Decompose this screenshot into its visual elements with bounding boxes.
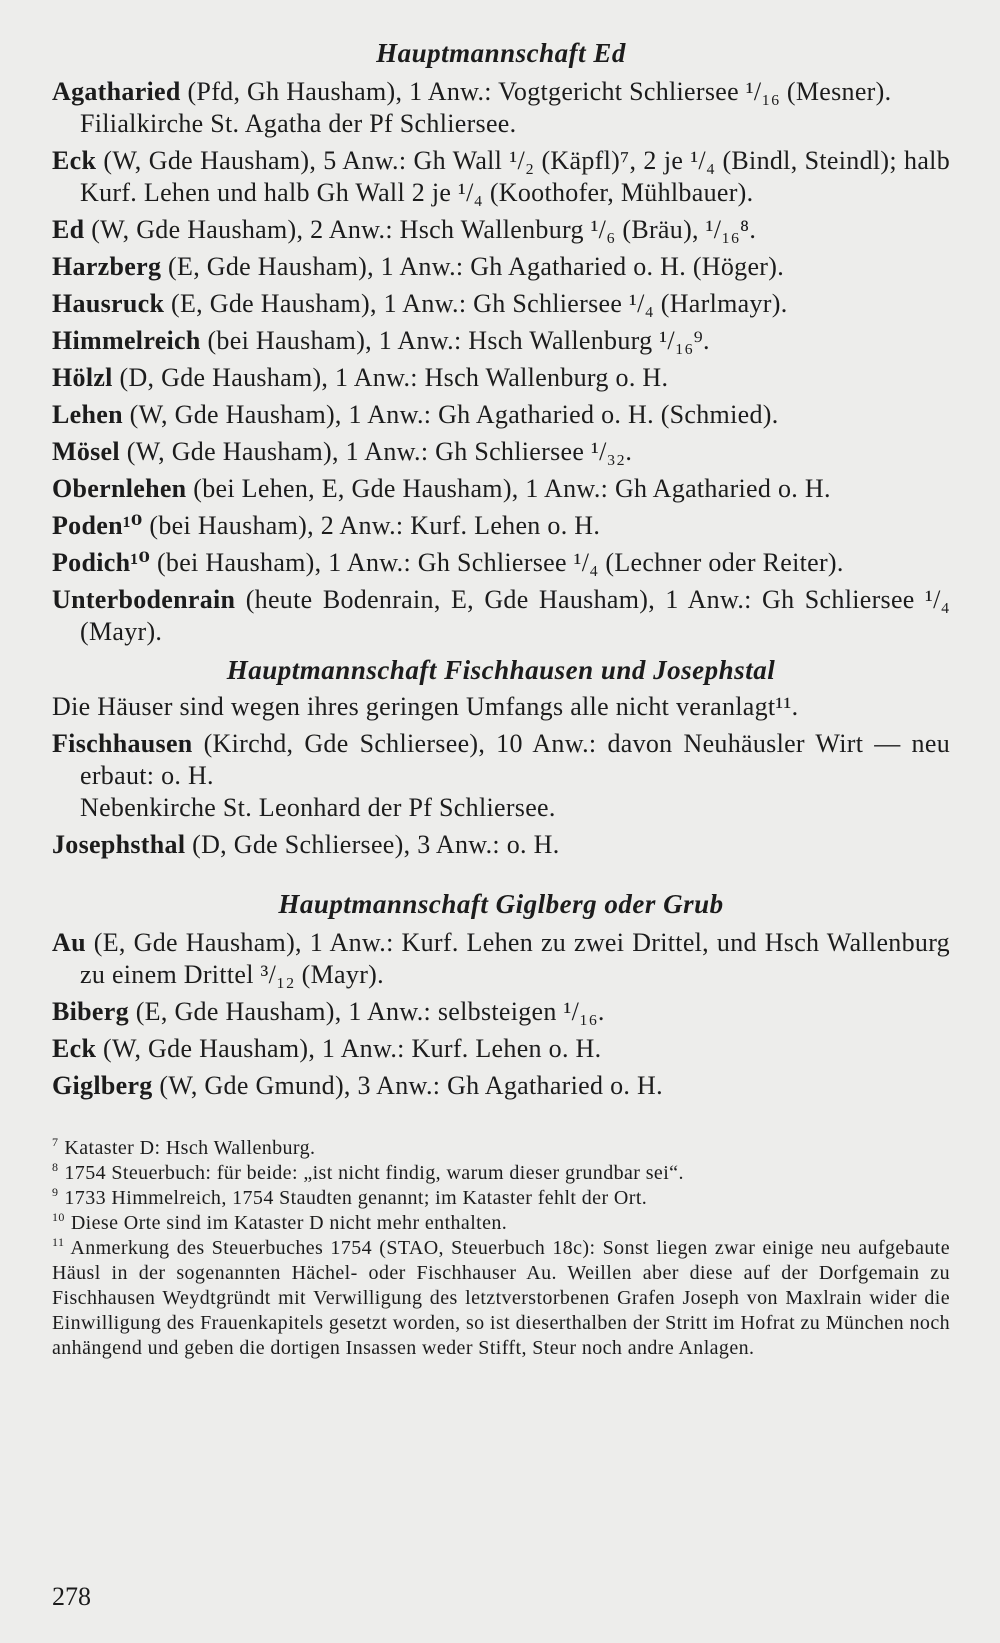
- entry-text: (E, Gde Hausham), 1 Anw.: Gh Schliersee ¹/₄ (Harlmayr).: [164, 289, 788, 318]
- entry-name: Lehen: [52, 400, 123, 429]
- entry-name: Unterbodenrain: [52, 585, 236, 614]
- entry-text: (W, Gde Hausham), 1 Anw.: Kurf. Lehen o. H.: [96, 1034, 602, 1063]
- entry-note: Filialkirche St. Agatha der Pf Schliersee.: [80, 109, 517, 138]
- entry-agatharied: [52, 76, 950, 140]
- entry-text: (heute Bodenrain, E, Gde Hausham), 1 Anw.: Gh Schliersee ¹/₄ (Mayr).: [80, 585, 950, 646]
- entry-text: (W, Gde Hausham), 1 Anw.: Gh Schliersee ¹/₃₂.: [119, 437, 633, 466]
- entry-name: Himmelreich: [52, 326, 201, 355]
- entry-poden: [52, 510, 950, 542]
- entry-name: Biberg: [52, 997, 129, 1026]
- entry-name: Harzberg: [52, 252, 162, 281]
- footnote-mark: 7: [52, 1135, 59, 1150]
- section-heading-ed: Hauptmannschaft Ed: [376, 38, 626, 68]
- entry-name: Hausruck: [52, 289, 165, 318]
- entry-obernlehen: [52, 473, 950, 505]
- entry-eck-giglberg: [52, 1033, 950, 1065]
- entries-fischhausen: [52, 691, 950, 861]
- footnote-9: [52, 1186, 950, 1211]
- entry-giglberg: [52, 1070, 950, 1102]
- section-heading-giglberg: Hauptmannschaft Giglberg oder Grub: [278, 889, 724, 919]
- entry-name: Eck: [52, 1034, 97, 1063]
- entry-text: (D, Gde Hausham), 1 Anw.: Hsch Wallenburg o. H.: [112, 363, 669, 392]
- entry-name: Au: [52, 928, 86, 957]
- entry-text: (W, Gde Hausham), 1 Anw.: Gh Agatharied o. H. (Schmied).: [122, 400, 779, 429]
- footnote-text: Kataster D: Hsch Wallenburg.: [64, 1137, 316, 1159]
- footnote-text: Anmerkung des Steuerbuches 1754 (STAO, Steuerbuch 18c): Sonst liegen zwar einige neu aufgebaute Häusl in der sogenannten Hächel- oder Fischhauser Au. Weillen aber diese auf der Dorfgemain zu Fischhausen Weydtgründt mit Verwilligung des letztverstorbenen Grafen Joseph von Maxlrain wider die Einwilligung des Frauenkapitels gesetzt worden, so ist dieserthalben der Stritt im Hofrat zu München noch anhängend und geben die dortigen Insassen weder Stifft, Steur noch andre Anlagen.: [52, 1237, 950, 1359]
- footnote-mark: 9: [52, 1185, 59, 1200]
- entry-name: Fischhausen: [52, 729, 193, 758]
- section-heading-fischhausen: Hauptmannschaft Fischhausen und Josephstal: [226, 655, 776, 685]
- entry-name: Giglberg: [52, 1071, 153, 1100]
- entry-name: Eck: [52, 146, 97, 175]
- entry-name: Josephsthal: [52, 830, 186, 859]
- entry-name: Podich¹⁰: [52, 548, 151, 577]
- entry-name: Poden¹⁰: [52, 511, 143, 540]
- entry-fischhausen: [52, 728, 950, 824]
- entry-text: (E, Gde Hausham), 1 Anw.: Kurf. Lehen zu zwei Drittel, und Hsch Wallenburg zu einem Drittel ³/₁₂ (Mayr).: [80, 928, 950, 989]
- page-number: 278: [52, 1582, 91, 1611]
- entry-text: (Pfd, Gh Hausham), 1 Anw.: Vogtgericht Schliersee ¹/₁₆ (Mesner).: [180, 77, 892, 106]
- entry-josephsthal: [52, 829, 950, 861]
- entry-hoelzl: [52, 362, 950, 394]
- entry-lehen: [52, 399, 950, 431]
- footnote-mark: 11: [52, 1235, 65, 1250]
- entries-ed: [52, 76, 950, 648]
- entry-name: Obernlehen: [52, 474, 187, 503]
- footnote-text: 1754 Steuerbuch: für beide: „ist nicht findig, warum dieser grundbar sei“.: [64, 1162, 684, 1184]
- footnotes: [52, 1136, 950, 1361]
- entry-text: (bei Lehen, E, Gde Hausham), 1 Anw.: Gh Agatharied o. H.: [186, 474, 831, 503]
- entry-text: (Kirchd, Gde Schliersee), 10 Anw.: davon Neuhäusler Wirt — neu erbaut: o. H.: [80, 729, 950, 790]
- footnote-mark: 8: [52, 1160, 59, 1175]
- entry-harzberg: [52, 251, 950, 283]
- entry-hausruck: [52, 288, 950, 320]
- entry-text: (E, Gde Hausham), 1 Anw.: Gh Agatharied o. H. (Höger).: [161, 252, 785, 281]
- footnote-text: 1733 Himmelreich, 1754 Staudten genannt; im Kataster fehlt der Ort.: [64, 1187, 648, 1209]
- entry-unterbodenrain: [52, 584, 950, 648]
- entry-moesel: [52, 436, 950, 468]
- entry-note: Nebenkirche St. Leonhard der Pf Schliersee.: [80, 793, 556, 822]
- entry-name: Agatharied: [52, 77, 181, 106]
- footnote-text: Diese Orte sind im Kataster D nicht mehr enthalten.: [70, 1212, 508, 1234]
- footnote-8: [52, 1161, 950, 1186]
- entry-himmelreich: [52, 325, 950, 357]
- entry-text: (W, Gde Hausham), 2 Anw.: Hsch Wallenburg ¹/₆ (Bräu), ¹/₁₆⁸.: [84, 215, 757, 244]
- entry-name: Hölzl: [52, 363, 113, 392]
- entries-giglberg: [52, 927, 950, 1102]
- entry-biberg: [52, 996, 950, 1028]
- entry-eck: [52, 145, 950, 209]
- entry-text: (bei Hausham), 2 Anw.: Kurf. Lehen o. H.: [142, 511, 601, 540]
- entry-name: Mösel: [52, 437, 120, 466]
- entry-podich: [52, 547, 950, 579]
- footnote-mark: 10: [52, 1210, 65, 1225]
- footnote-7: [52, 1136, 950, 1161]
- entry-ed: [52, 214, 950, 246]
- entry-name: Ed: [52, 215, 85, 244]
- footnote-11: [52, 1236, 950, 1361]
- entry-text: (D, Gde Schliersee), 3 Anw.: o. H.: [185, 830, 560, 859]
- entry-text: (bei Hausham), 1 Anw.: Hsch Wallenburg ¹/₁₆⁹.: [200, 326, 710, 355]
- section-intro: Die Häuser sind wegen ihres geringen Umfangs alle nicht veranlagt¹¹.: [52, 692, 799, 721]
- entry-au: [52, 927, 950, 991]
- entry-text: (E, Gde Hausham), 1 Anw.: selbsteigen ¹/₁₆.: [128, 997, 605, 1026]
- entry-text: (bei Hausham), 1 Anw.: Gh Schliersee ¹/₄ (Lechner oder Reiter).: [150, 548, 844, 577]
- entry-text: (W, Gde Hausham), 5 Anw.: Gh Wall ¹/₂ (Käpfl)⁷, 2 je ¹/₄ (Bindl, Steindl); halb Kurf. Lehen und halb Gh Wall 2 je ¹/₄ (Koothofer, Mühlbauer).: [80, 146, 950, 207]
- entry-text: (W, Gde Gmund), 3 Anw.: Gh Agatharied o. H.: [152, 1071, 663, 1100]
- footnote-10: [52, 1211, 950, 1236]
